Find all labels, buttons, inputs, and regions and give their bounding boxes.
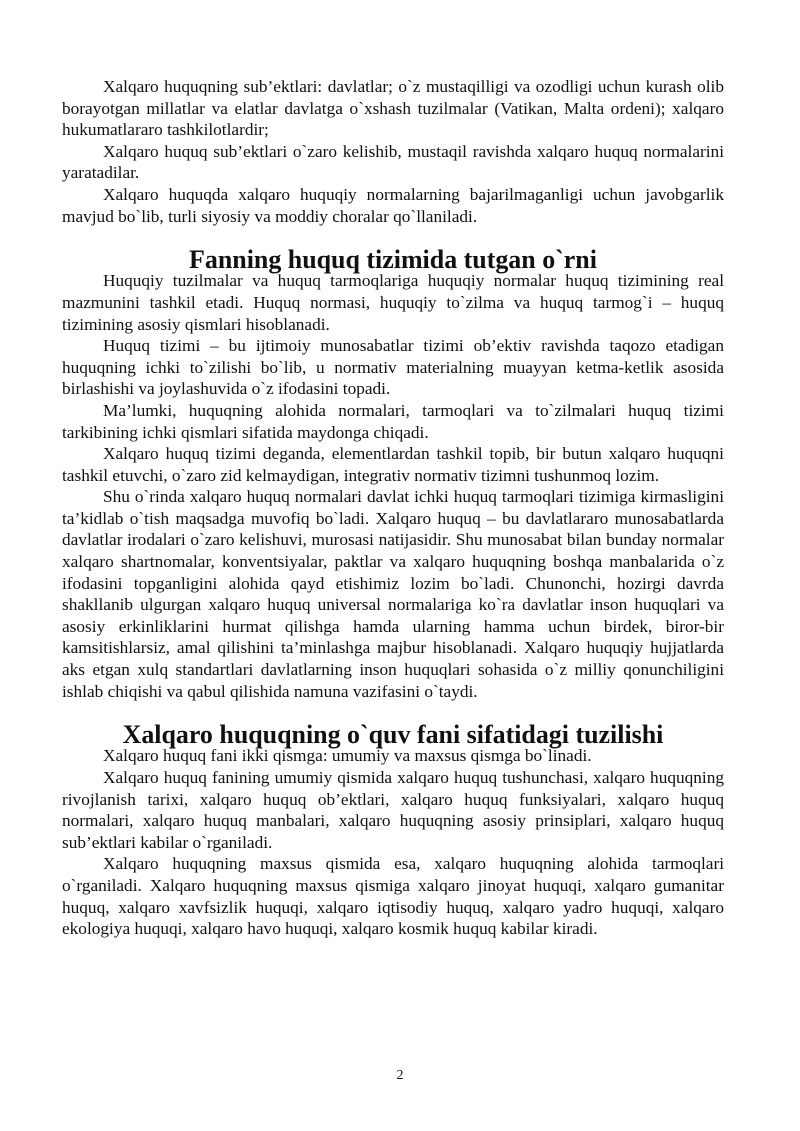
section-subjects — [62, 76, 724, 227]
paragraph: Huquqiy tuzilmalar va huquq tarmoqlariga huquqiy normalar huquq tizimining real mazmunini tashkil etadi. Huquq normasi, huquqiy to`zilma va huquq tarmog`i – huquq tizimining asosiy qismlari hisoblanadi. — [62, 271, 724, 334]
paragraph: Huquq tizimi – bu ijtimoiy munosabatlar tizimi ob’ektiv ravishda taqozo etadigan huquqning ichki to`zilishi bo`lib, u normativ materialning muayyan ketma-ketlik asosida birlashishi va joylashuvida o`z ifodasini topadi. — [62, 336, 724, 399]
page-number: 2 — [396, 1068, 404, 1083]
document-page — [62, 76, 724, 940]
section-place-in-legal-system — [62, 244, 724, 702]
paragraph: Xalqaro huquq sub’ektlari o`zaro kelishib, mustaqil ravishda xalqaro huquq normalarini yaratadilar. — [62, 141, 724, 183]
section-heading: Xalqaro huquqning o`quv fani sifatidagi tuzilishi — [122, 719, 664, 749]
paragraph: Ma’lumki, huquqning alohida normalari, tarmoqlari va to`zilmalari huquq tizimi tarkibining ichki qismlari sifatida maydonga chiqadi. — [62, 400, 724, 442]
section-course-structure — [62, 719, 724, 940]
paragraph: Shu o`rinda xalqaro huquq normalari davlat ichki huquq tarmoqlari tizimiga kirmasligini ta’kidlab o`tish maqsadga muvofiq bo`ladi. Xalqaro huquq – bu davlatlararo munosabatlarda davlatlar irodalari o`zaro kelishuvi, murosasi natijasidir. Shu munosabat bilan bunday normalar xalqaro shartnomalar, konventsiyalar, paktlar va xalqaro huquqning boshqa manbalarida o`z ifodasini topganligini alohida qayd etishimiz lozim bo`ladi. Chunonchi, hozirgi davrda shakllanib ulgurgan xalqaro huquq universal normalariga ko`ra davlatlar inson huquqlari va asosiy erkinliklarini hurmat qilishga hamda ularning hamma uchun birdek, biror-bir kamsitishlarsiz, amal qilishini ta’minlashga majbur hisoblanadi. Xalqaro huquqiy hujjatlarda aks etgan xulq standartlari davlatlarning inson huquqlari sohasida o`z milliy qonunchiligini ishlab chiqishi va qabul qilishida namuna vazifasini o`taydi. — [62, 487, 724, 701]
paragraph: Xalqaro huquq fanining umumiy qismida xalqaro huquq tushunchasi, xalqaro huquqning rivojlanish tarixi, xalqaro huquq ob’ektlari, xalqaro huquq funksiyalari, xalqaro huquq normalari, xalqaro huquq manbalari, xalqaro huquqning asosiy prinsiplari, xalqaro huquq sub’ektlari kabilar o`rganiladi. — [62, 768, 724, 852]
paragraph: Xalqaro huquq fani ikki qismga: umumiy va maxsus qismga bo`linadi. — [103, 746, 592, 766]
paragraph: Xalqaro huquqning sub’ektlari: davlatlar; o`z mustaqilligi va ozodligi uchun kurash olib borayotgan millatlar va elatlar davlatga o`xshash tuzilmalar (Vatikan, Malta ordeni); xalqaro hukumatlararo tashkilotlardir; — [62, 77, 724, 140]
paragraph: Xalqaro huquq tizimi deganda, elementlardan tashkil topib, bir butun xalqaro huquqni tashkil etuvchi, o`zaro zid kelmaydigan, integrativ normativ tizimni tushunmoq lozim. — [62, 444, 724, 485]
paragraph: Xalqaro huquqning maxsus qismida esa, xalqaro huquqning alohida tarmoqlari o`rganiladi. Xalqaro huquqning maxsus qismiga xalqaro jinoyat huquqi, xalqaro gumanitar huquq, xalqaro xavfsizlik huquqi, xalqaro iqtisodiy huquq, xalqaro yadro huquqi, xalqaro ekologiya huquqi, xalqaro havo huquqi, xalqaro kosmik huquq kabilar kiradi. — [62, 854, 724, 939]
paragraph: Xalqaro huquqda xalqaro huquqiy normalarning bajarilmaganligi uchun javobgarlik mavjud bo`lib, turli siyosiy va moddiy choralar qo`llaniladi. — [62, 184, 724, 226]
section-heading: Fanning huquq tizimida tutgan o`rni — [189, 244, 597, 274]
